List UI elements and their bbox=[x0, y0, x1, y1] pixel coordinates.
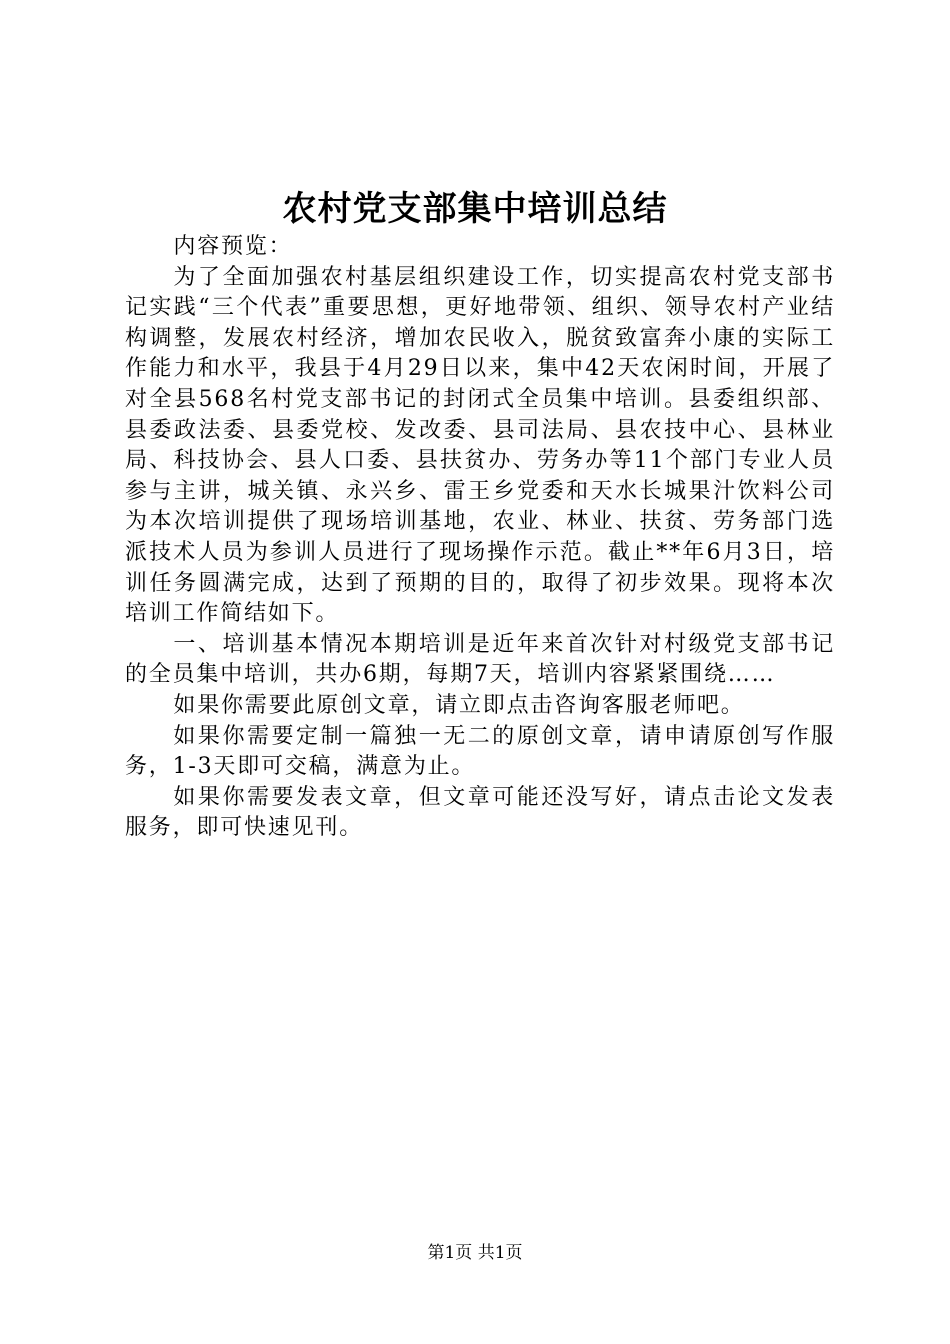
body-paragraph-custom-writing: 如果你需要定制一篇独一无二的原创文章，请申请原创写作服务，1-3天即可交稿，满意为止。 bbox=[125, 723, 835, 780]
body-paragraph-basic-situation: 一、培训基本情况本期培训是近年来首次针对村级党支部书记的全员集中培训，共办6期，每期7天，培训内容紧紧围绕…… bbox=[125, 631, 835, 688]
document-title: 农村党支部集中培训总结 bbox=[282, 189, 668, 229]
body-paragraph-consult: 如果你需要此原创文章，请立即点击咨询客服老师吧。 bbox=[173, 692, 745, 718]
page-footer: 第1页 共1页 bbox=[427, 1243, 523, 1263]
body-paragraph-intro: 为了全面加强农村基层组织建设工作，切实提高农村党支部书记实践“三个代表”重要思想，更好地带领、组织、领导农村产业结构调整，发展农村经济，增加农民收入，脱贫致富奔小康的实际工作能力和水平，我县于4月29日以来，集中42天农闲时间，开展了对全县568名村党支部书记的封闭式全员集中培训。县委组织部、县委政法委、县委党校、发改委、县司法局、县农技中心、县林业局、科技协会、县人口委、县扶贫办、劳务办等11个部门专业人员参与主讲，城关镇、永兴乡、雷王乡党委和天水长城果汁饮料公司为本次培训提供了现场培训基地，农业、林业、扶贫、劳务部门选派技术人员为参训人员进行了现场操作示范。截止**年6月3日，培训任务圆满完成，达到了预期的目的，取得了初步效果。现将本次培训工作简结如下。 bbox=[125, 264, 835, 627]
preview-label: 内容预览： bbox=[173, 234, 293, 259]
document-body bbox=[125, 232, 835, 844]
body-paragraph-publish: 如果你需要发表文章，但文章可能还没写好，请点击论文发表服务，即可快速见刊。 bbox=[125, 784, 835, 841]
